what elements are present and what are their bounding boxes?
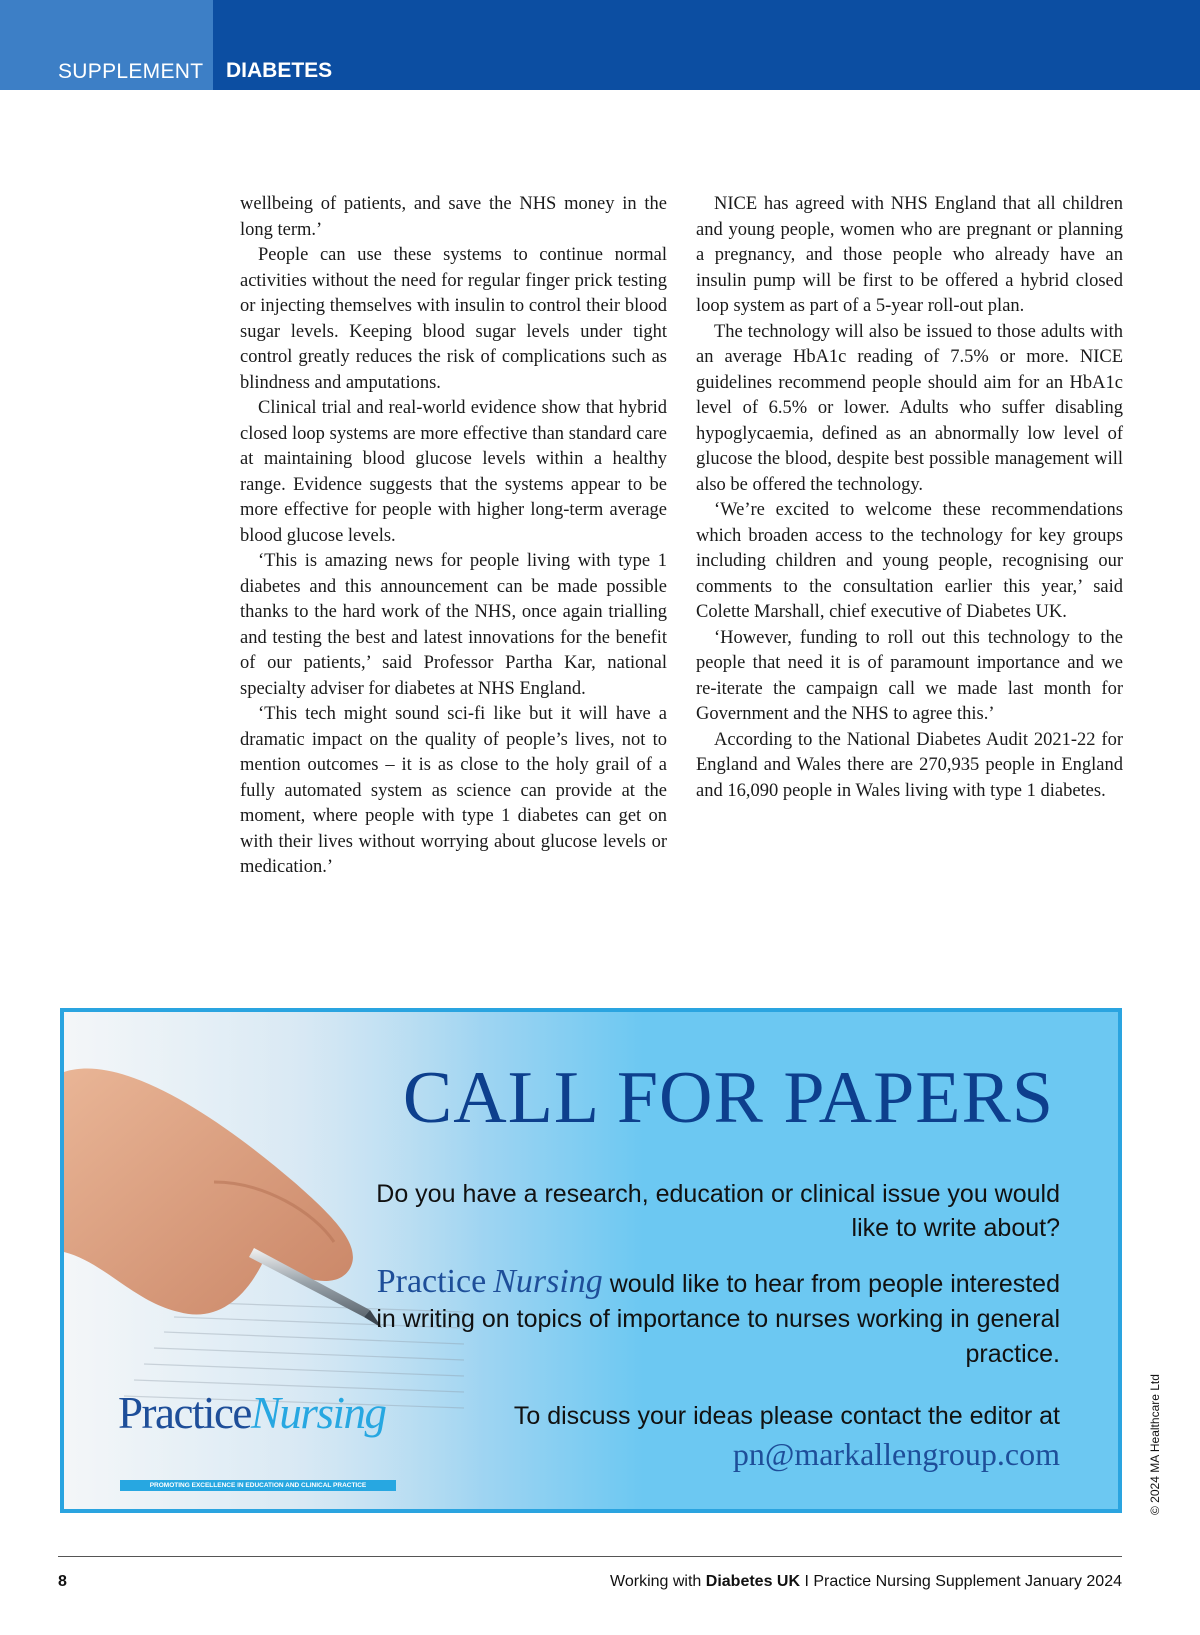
advert-invitation-text: would like to hear from people interested in writing on topics of importance to nurses working in general practice. <box>376 1270 1060 1368</box>
article-left-column <box>240 192 667 881</box>
paragraph: NICE has agreed with NHS England that all children and young people, women who are pregnant or planning a pregnancy, and those people who already have an insulin pump will be first to be offered a hybrid closed loop system as part of a 5-year roll-out plan. <box>696 194 1123 316</box>
advert-question: Do you have a research, education or clinical issue you would like to write about? <box>376 1180 1060 1242</box>
call-for-papers-advert <box>60 1008 1122 1513</box>
advert-brand-practice: Practice <box>376 1263 487 1300</box>
paragraph: ‘This tech might sound sci-fi like but it will have a dramatic impact on the quality of people’s lives, not to mention outcomes – it is as close to the holy grail of a fully automated system as science can provide at the moment, where people with type 1 diabetes can get on with their lives without worrying about glucose levels or medication.’ <box>240 704 667 877</box>
paragraph: ‘This is amazing news for people living with type 1 diabetes and this announcement can be made possible thanks to the hard work of the NHS, once again trialling and testing the best and latest innovations for the benefit of our patients,’ said Professor Partha Kar, national specialty adviser for diabetes at NHS England. <box>240 551 667 699</box>
advert-invitation <box>360 1264 1060 1372</box>
footer-suffix: I Practice Nursing Supplement January 2024 <box>804 1573 1122 1590</box>
footer-credit <box>610 1573 1122 1591</box>
copyright-notice: © 2024 MA Healthcare Ltd <box>1148 1374 1162 1515</box>
logo-nursing: Nursing <box>250 1388 386 1438</box>
advert-brand-nursing: Nursing <box>493 1263 603 1300</box>
paragraph: People can use these systems to continue normal activities without the need for regular finger prick testing or injecting themselves with insulin to control their blood sugar levels. Keeping blood sugar levels under tight control greatly reduces the risk of complications such as blindness and amputations. <box>240 245 667 393</box>
paragraph: ‘We’re excited to welcome these recommendations which broaden access to the technology for key groups including children and young people, recognising our comments to the consultation earlier this year,’ said Colette Marshall, chief executive of Diabetes UK. <box>696 500 1123 622</box>
header-band <box>0 0 1200 90</box>
practice-nursing-logo <box>118 1387 385 1439</box>
footer-prefix: Working with <box>610 1573 702 1590</box>
paragraph: wellbeing of patients, and save the NHS money in the long term.’ <box>240 194 667 240</box>
paragraph: ‘However, funding to roll out this technology to the people that need it is of paramount importance and we re-iterate the campaign call we made last month for Government and the NHS to agree this.’ <box>696 627 1123 724</box>
paragraph: According to the National Diabetes Audit 2021-22 for England and Wales there are 270,935 people in England and 16,090 people in Wales living with type 1 diabetes. <box>696 729 1123 801</box>
header-supplement-label: SUPPLEMENT <box>58 60 204 83</box>
page-number: 8 <box>58 1573 67 1590</box>
article-right-column <box>696 192 1123 804</box>
logo-practice: Practice <box>118 1388 251 1438</box>
footer-org: Diabetes UK <box>705 1573 801 1590</box>
footer-divider <box>58 1556 1122 1557</box>
advert-contact-text: To discuss your ideas please contact the editor at <box>513 1402 1060 1430</box>
paragraph: Clinical trial and real-world evidence show that hybrid closed loop systems are more effective than standard care at maintaining blood glucose levels within a healthy range. Evidence suggests that the systems appear to be more effective for people with higher long-term average blood glucose levels. <box>240 398 667 546</box>
paragraph: The technology will also be issued to those adults with an average HbA1c reading of 7.5% or more. NICE guidelines recommend people should aim for an HbA1c level of 6.5% or lower. Adults who suffer disabling hypoglycaemia, defined as an abnormally low level of glucose the blood, despite best possible management will also be offered the technology. <box>696 321 1123 495</box>
header-section-label: DIABETES <box>226 59 333 82</box>
advert-title: CALL FOR PAPERS <box>402 1057 1054 1139</box>
editor-email-link[interactable]: pn@markallengroup.com <box>732 1436 1060 1472</box>
logo-tagline: PROMOTING EXCELLENCE IN EDUCATION AND CLINICAL PRACTICE <box>120 1480 396 1491</box>
